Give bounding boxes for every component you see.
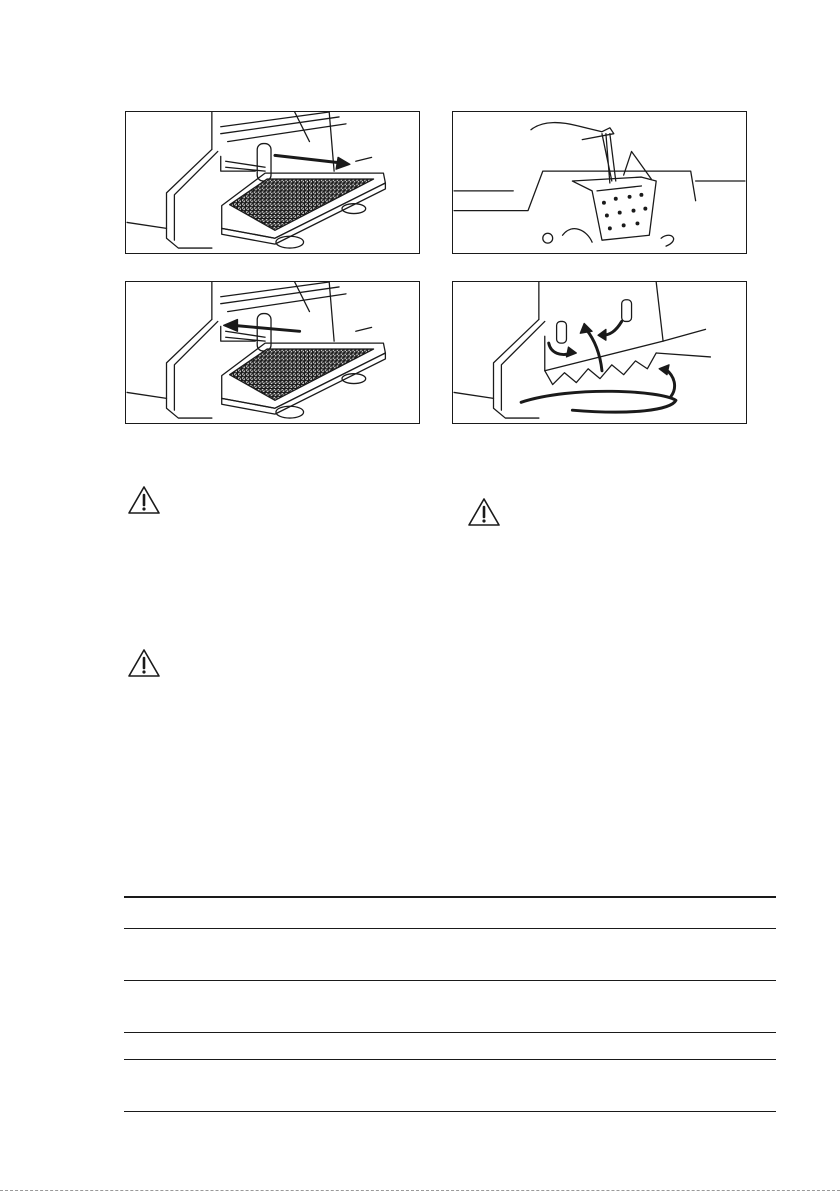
troubleshooting-table [124, 896, 776, 1112]
table-cell [124, 981, 776, 1033]
table-row [124, 1060, 776, 1112]
filter-insertion-illustration [125, 281, 420, 424]
table-cell [124, 1060, 776, 1112]
page-edge-rule [0, 1190, 840, 1191]
filter-rinsing-illustration [452, 111, 747, 254]
warning-triangle-icon [127, 485, 161, 515]
table-cell [124, 897, 776, 929]
warning-triangle-icon [467, 497, 501, 527]
table-row [124, 981, 776, 1033]
table-cell [124, 929, 776, 981]
table-header-row [124, 897, 776, 929]
warning-triangle-icon [127, 648, 161, 678]
plinth-refit-illustration [452, 281, 747, 424]
table-cell [124, 1033, 776, 1060]
table-row [124, 1033, 776, 1060]
table-row [124, 929, 776, 981]
filter-removal-illustration [125, 111, 420, 254]
